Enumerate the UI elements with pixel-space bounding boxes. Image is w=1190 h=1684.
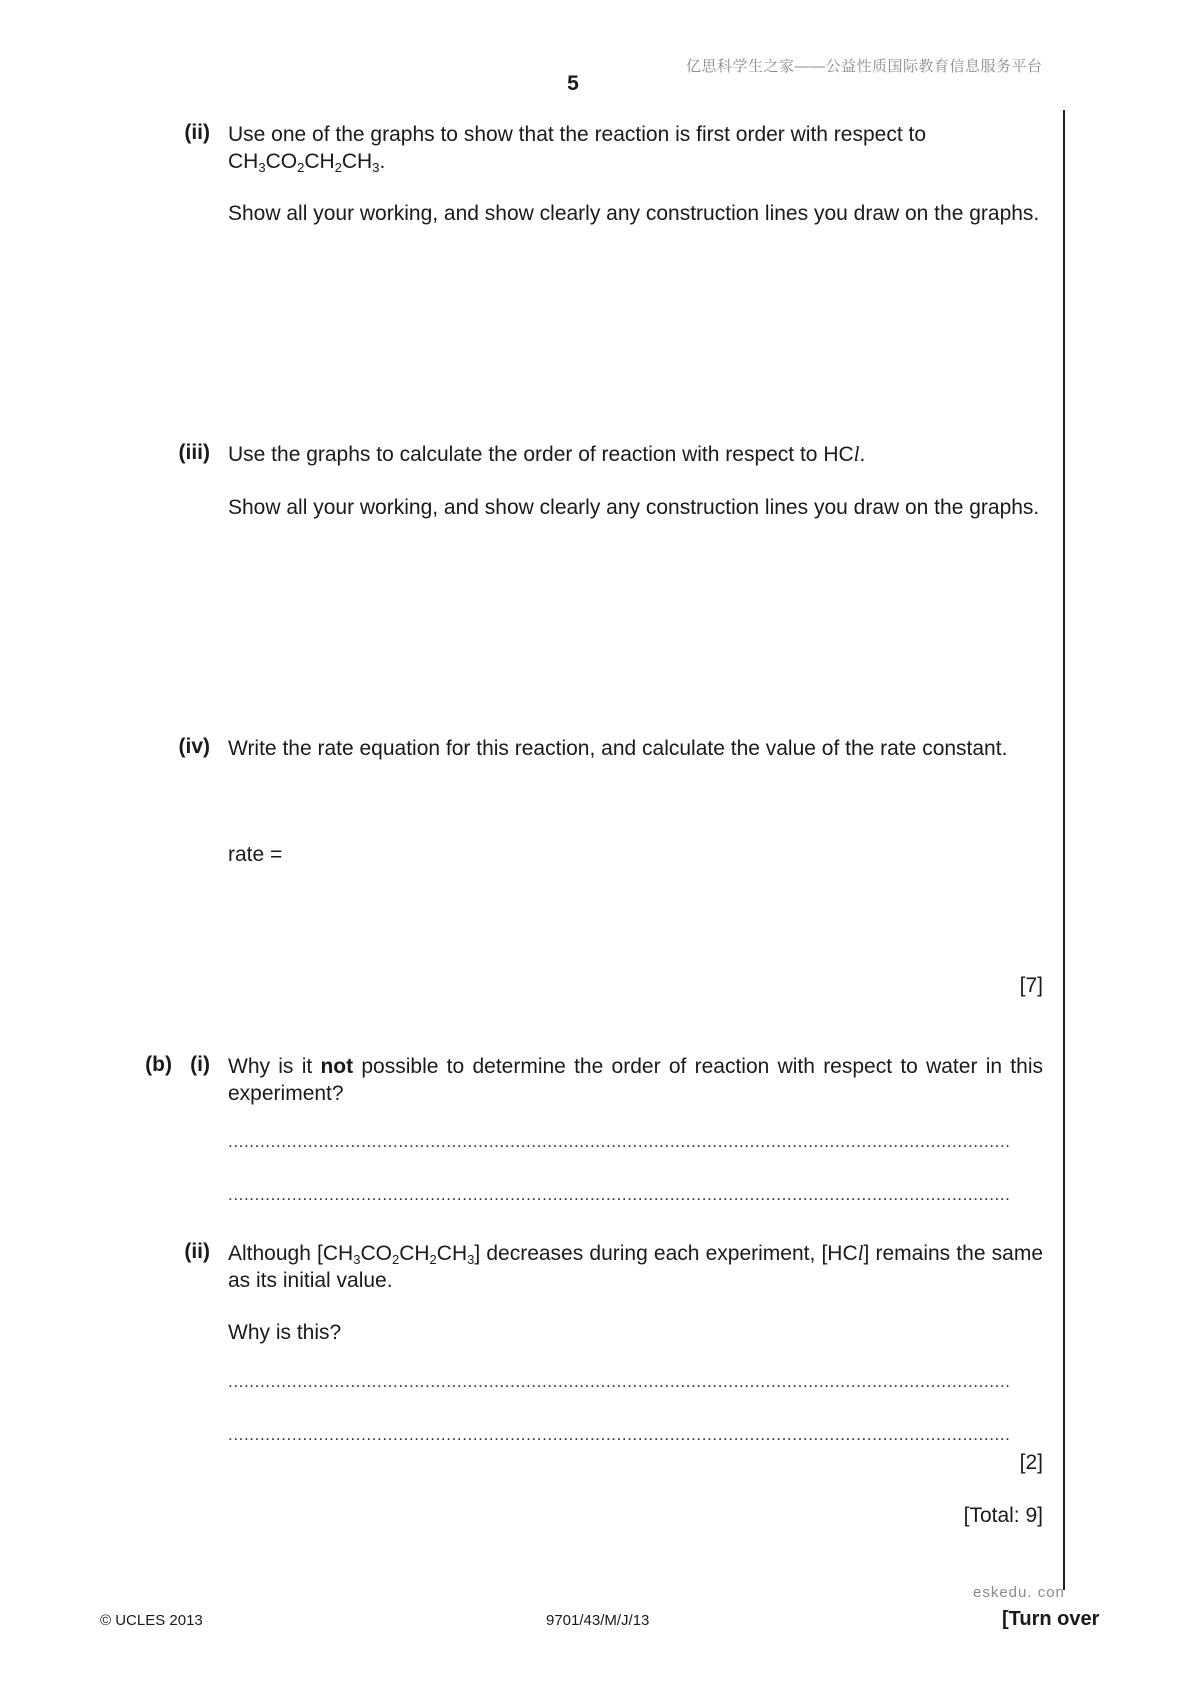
total-marks: [Total: 9] (963, 1504, 1043, 1527)
ester-formula: $CH_3CO_2CH_2CH_3$. (228, 150, 386, 175)
question-label-a-iv: (iv) (178, 735, 210, 758)
question-a-ii-line1: Use one of the graphs to show that the reaction is first order with respect to (228, 123, 927, 146)
question-label-a-ii: (ii) (184, 121, 210, 144)
question-label-b: (b) (145, 1053, 172, 1076)
marks-a: [7] (1019, 974, 1043, 997)
answer-line[interactable]: ................................................................................................................................................... (228, 1425, 1011, 1444)
question-a-iii-text: Use the graphs to calculate the order of reaction with respect to HCl. (228, 442, 866, 466)
copyright: © UCLES 2013 (100, 1612, 203, 1629)
answer-line[interactable]: ................................................................................................................................................... (228, 1185, 1011, 1204)
answer-line[interactable]: ................................................................................................................................................... (228, 1372, 1011, 1391)
question-label-b-ii: (ii) (184, 1240, 210, 1263)
watermark-footer: eskedu. con (973, 1584, 1065, 1601)
question-a-ii-instruction: Show all your working, and show clearly any construction lines you draw on the graphs. (228, 202, 1040, 225)
question-label-b-i: (i) (190, 1053, 210, 1076)
watermark-header: 亿思科学生之家——公益性质国际教育信息服务平台 (686, 58, 1043, 75)
question-a-iii-instruction: Show all your working, and show clearly any construction lines you draw on the graphs. (228, 496, 1040, 519)
question-b-ii-text: Although $[CH_3CO_2CH_2CH_3]$ decreases during each experiment, [HCl] remains the same as its initial value. (228, 1241, 1044, 1292)
answer-line[interactable]: ................................................................................................................................................... (228, 1132, 1011, 1151)
question-a-iv-text: Write the rate equation for this reaction, and calculate the value of the rate constant. (228, 737, 1008, 760)
turn-over: [Turn over (1002, 1608, 1100, 1630)
page-number: 5 (567, 72, 579, 95)
rate-equation-label: rate = (228, 843, 283, 866)
question-a-ii-text (228, 121, 1043, 175)
marks-b: [2] (1019, 1451, 1043, 1474)
paper-code: 9701/43/M/J/13 (546, 1612, 650, 1629)
question-b-ii-question: Why is this? (228, 1321, 342, 1344)
question-b-i-text: Why is it not possible to determine the order of reaction with respect to water in this experiment? (228, 1055, 1043, 1105)
question-label-a-iii: (iii) (178, 441, 210, 464)
margin-line (1063, 110, 1065, 1590)
